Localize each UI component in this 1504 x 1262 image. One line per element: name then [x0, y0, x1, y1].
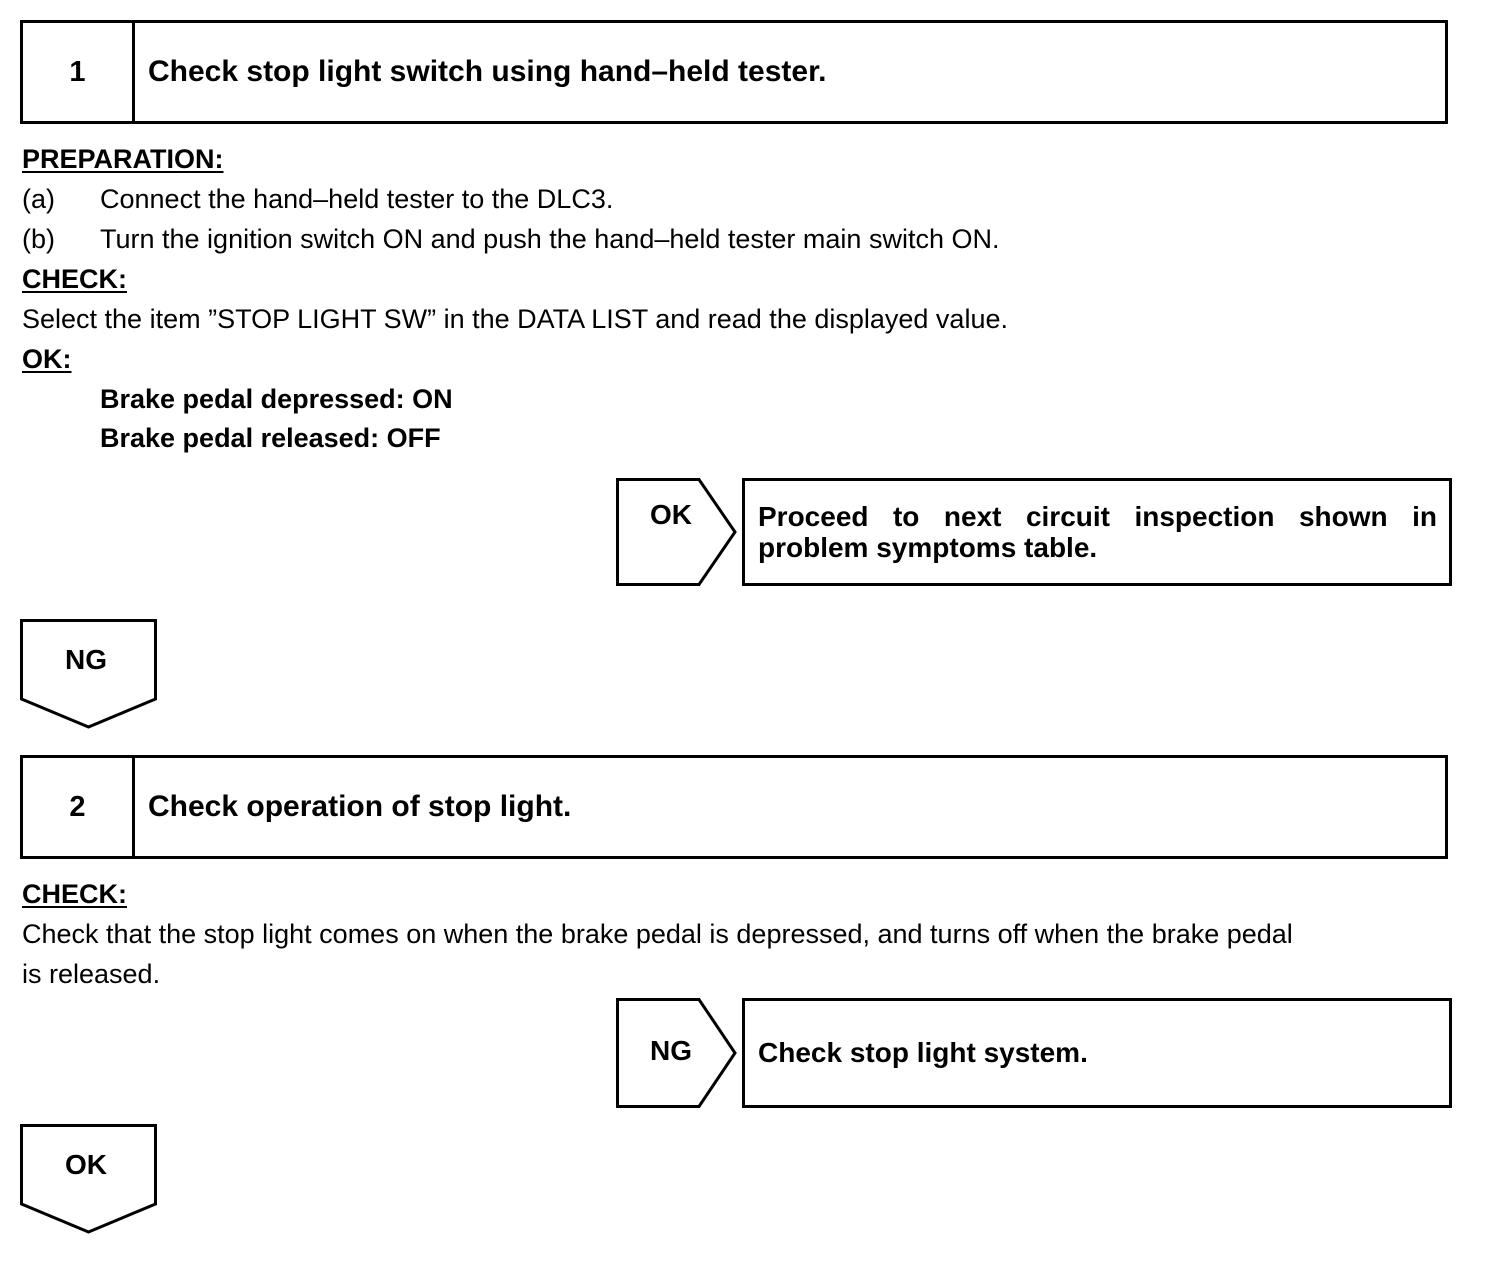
step-number: 1: [23, 23, 135, 121]
check-text-line-1: Check that the stop light comes on when the brake pedal is depressed, and turns off when the brake pedal: [22, 919, 1293, 949]
step-2-header: [20, 755, 1448, 859]
check-heading: CHECK:: [22, 264, 127, 294]
step-title: Check stop light switch using hand–held tester.: [148, 55, 827, 88]
step-number: 2: [23, 758, 135, 856]
step-title: Check operation of stop light.: [148, 790, 572, 823]
ok-down-label: OK: [65, 1149, 107, 1180]
prep-text-b: Turn the ignition switch ON and push the hand–held tester main switch ON.: [100, 224, 1000, 254]
ok-branch-result: Proceed to next circuit inspection shown in problem symptoms table.: [742, 478, 1452, 586]
ok-branch-label: OK: [650, 499, 692, 530]
ok-heading: OK:: [22, 344, 72, 374]
ok-value-depressed: Brake pedal depressed: ON: [100, 384, 453, 414]
preparation-heading: PREPARATION:: [22, 144, 224, 174]
prep-label-b: (b): [22, 224, 55, 254]
step-1-header: [20, 20, 1448, 124]
check-text-line-2: is released.: [22, 959, 161, 989]
ok-value-released: Brake pedal released: OFF: [100, 423, 441, 453]
prep-text-a: Connect the hand–held tester to the DLC3.: [100, 184, 614, 214]
ng-down-label: NG: [65, 644, 107, 675]
ng-branch-label: NG: [650, 1035, 692, 1066]
check-text: Select the item ”STOP LIGHT SW” in the DATA LIST and read the displayed value.: [22, 304, 1008, 334]
ng-branch-result: Check stop light system.: [742, 998, 1452, 1108]
prep-label-a: (a): [22, 184, 55, 214]
right-arrow-icon: [615, 478, 739, 586]
check-heading: CHECK:: [22, 879, 127, 909]
